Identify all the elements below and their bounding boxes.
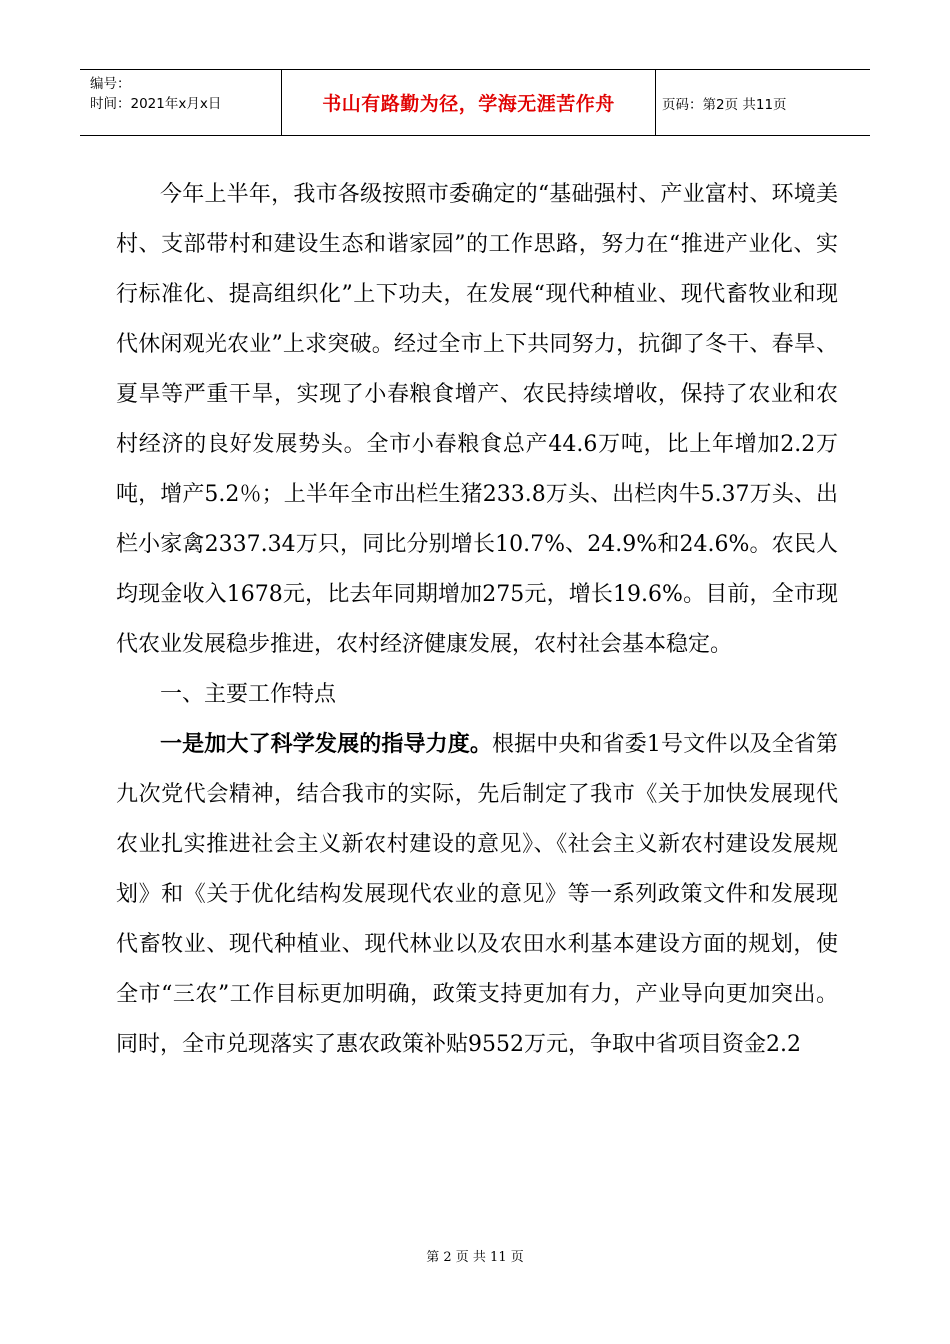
page-header xyxy=(80,69,870,136)
point-one-lead: 一是加大了科学发展的指导力度。 xyxy=(160,732,492,757)
body-paragraph-point-one xyxy=(116,720,838,1070)
section-heading: 一、主要工作特点 xyxy=(160,682,337,707)
header-meta xyxy=(80,70,282,135)
document-body xyxy=(116,170,838,1070)
header-motto-cell xyxy=(282,70,656,135)
page-footer: 第 2 页 共 11 页 xyxy=(426,1250,524,1265)
document-number-label: 编号： xyxy=(90,76,131,92)
document-date-label: 时间：2021年x月x日 xyxy=(90,96,222,112)
point-one-text: 根据中央和省委1号文件以及全省第九次党代会精神，结合我市的实际，先后制定了我市《关于加快发展现代农业扎实推进社会主义新农村建设的意见》、《社会主义新农村建设发展规划》和《关于优化结构发展现代农业的意见》等一系列政策文件和发展现代畜牧业、现代种植业、现代林业以及农田水利基本建设方面的规划，使全市“三农”工作目标更加明确，政策支持更加有力，产业导向更加突出。同时，全市兑现落实了惠农政策补贴9552万元，争取中省项目资金2.2 xyxy=(116,732,838,1057)
body-paragraph-intro: 今年上半年，我市各级按照市委确定的“基础强村、产业富村、环境美村、支部带村和建设生态和谐家园”的工作思路，努力在“推进产业化、实行标准化、提高组织化”上下功夫，在发展“现代种植业、现代畜牧业和现代休闲观光农业”上求突破。经过全市上下共同努力，抗御了冬干、春旱、夏旱等严重干旱，实现了小春粮食增产、农民持续增收，保持了农业和农村经济的良好发展势头。全市小春粮食总产44.6万吨，比上年增加2.2万吨，增产5.2％；上半年全市出栏生猪233.8万头、出栏肉牛5.37万头、出栏小家禽2337.34万只，同比分别增长10.7%、24.9%和24.6%。农民人均现金收入1678元，比去年同期增加275元，增长19.6%。目前，全市现代农业发展稳步推进，农村经济健康发展，农村社会基本稳定。 xyxy=(116,182,838,657)
header-motto: 书山有路勤为径，学海无涯苦作舟 xyxy=(322,93,615,115)
header-page-info: 页码：第2页 共11页 xyxy=(662,96,787,113)
header-page-info-cell xyxy=(656,70,870,135)
